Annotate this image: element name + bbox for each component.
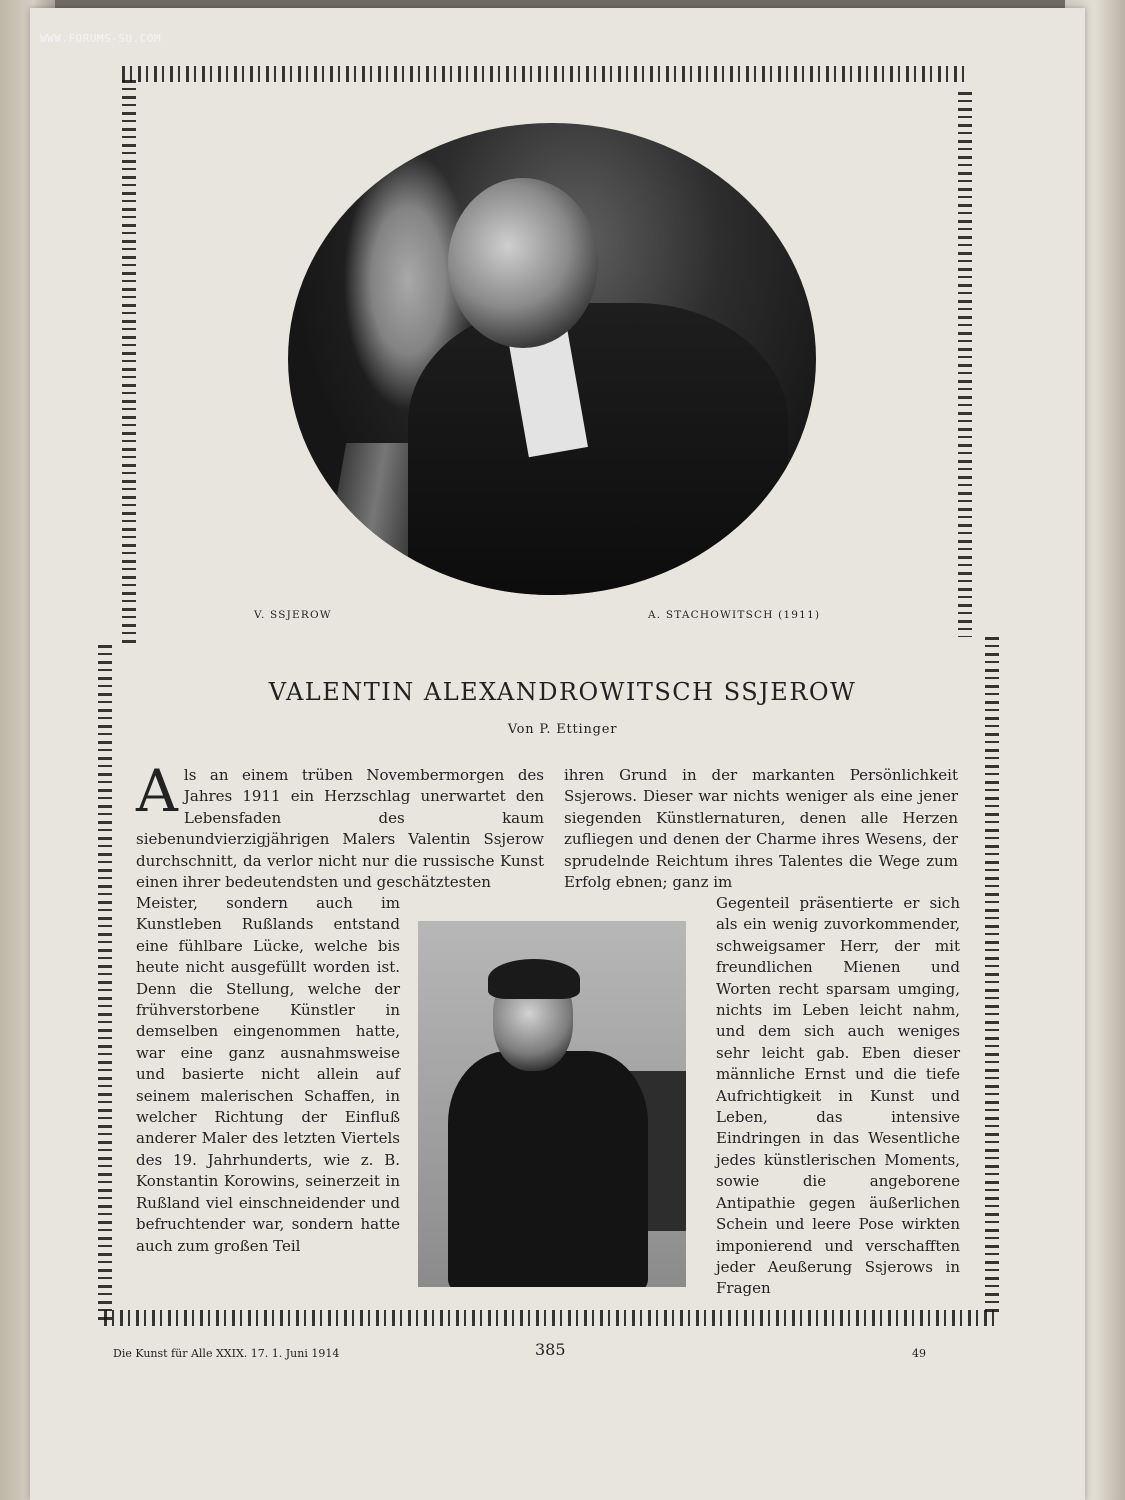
- footer-journal-info: Die Kunst für Alle XXIX. 17. 1. Juni 1914: [113, 1347, 340, 1360]
- column-1-bottom: [136, 893, 400, 1257]
- ornament-border-right: [958, 92, 972, 637]
- ornament-border-left-lower: [98, 645, 112, 1325]
- article-byline: Von P. Ettinger: [507, 722, 618, 737]
- drop-cap: A: [136, 757, 178, 825]
- ornament-border-bottom: [104, 1310, 1000, 1326]
- round-portrait-painting: [288, 123, 816, 595]
- ornament-border-right-lower: [985, 637, 999, 1317]
- column-1-top-text: ls an einem trüben Novembermorgen des Jahres 1911 ein Herzschlag unerwartet den Lebensfaden des kaum siebenundvierzigjährigen Malers Valentin Ssjerow durchschnitt, da verlor nicht nur die russische Kunst einen ihrer bedeutendsten und geschätztesten: [136, 766, 544, 892]
- column-2-bottom: [716, 893, 960, 1300]
- article-title: VALENTIN ALEXANDROWITSCH SSJEROW: [268, 678, 857, 706]
- column-2-top-text: ihren Grund in der markanten Persönlichkeit Ssjerows. Dieser war nichts weniger als eine jener siegenden Künstlernaturen, denen alle Herzen zufliegen und denen der Charme ihres Wesens, der sprudelnde Reichtum ihres Talentes die Wege zum Erfolg ebnen; ganz im: [564, 766, 958, 892]
- portrait-caption-artist: A. STACHOWITSCH (1911): [648, 609, 821, 621]
- portrait-caption-sitter: V. SSJEROW: [254, 609, 332, 621]
- ornament-border-top: [122, 66, 970, 82]
- ornament-border-left: [122, 80, 136, 645]
- footer-page-number: 385: [535, 1340, 566, 1359]
- column-2-top: [564, 765, 958, 893]
- watermark: WWW.FORUMS-SU.COM: [40, 32, 162, 45]
- column-1-bottom-text: Meister, sondern auch im Kunstleben Rußlands entstand eine fühlbare Lücke, welche bis heute nicht ausgefüllt worden ist. Denn die Stellung, welche der frühverstorbene Künstler in demselben eingenommen hatte, war eine ganz ausnahmsweise und basierte nicht allein auf seinem malerischen Schaffen, in welcher Richtung der Einfluß anderer Maler des letzten Viertels des 19. Jahrhunderts, wie z. B. Konstantin Korowins, seinerzeit in Rußland viel einschneidender und befruchtender war, sondern hatte auch zum großen Teil: [136, 894, 400, 1255]
- column-1-top: [136, 757, 544, 893]
- footer-signature-number: 49: [912, 1347, 926, 1360]
- column-2-bottom-text: Gegenteil präsentierte er sich als ein wenig zuvorkommender, schweigsamer Herr, der mit freundlichen Mienen und Worten recht sparsam umging, nichts im Leben leicht nahm, und dem sich auch weniges sehr leicht gab. Eben dieser männliche Ernst und die tiefe Aufrichtigkeit in Kunst und Leben, das intensive Eindringen in das Wesentliche jedes künstlerischen Moments, sowie die angeborene Antipathie gegen äußerlichen Schein und leere Pose wirkten imponierend und verschafften jeder Aeußerung Ssjerows in Fragen: [716, 894, 960, 1298]
- artist-photograph: [418, 921, 686, 1287]
